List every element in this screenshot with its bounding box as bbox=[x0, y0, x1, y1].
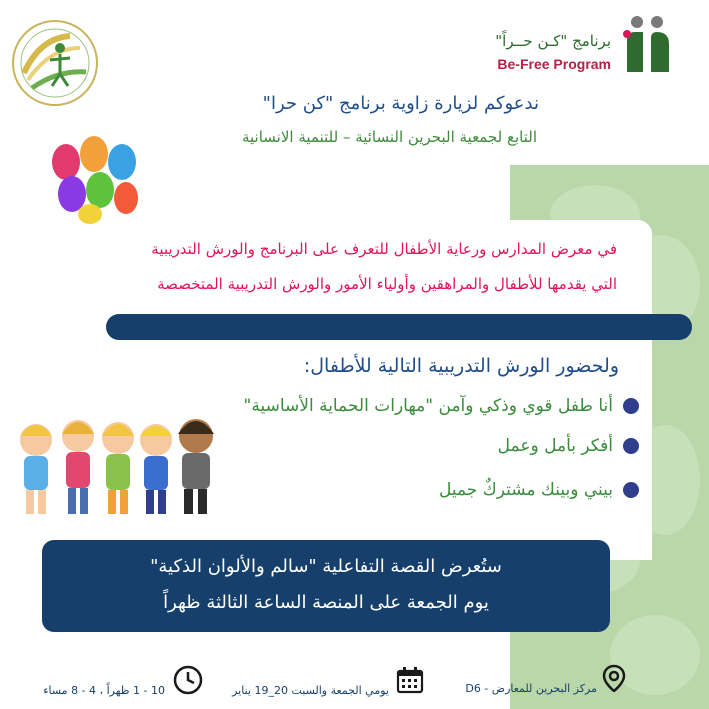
workshop-item-label: أنا طفل قوي وذكي وآمن "مهارات الحماية الأساسية" bbox=[243, 396, 613, 416]
workshops-heading: ولحضور الورش التدريبية التالية للأطفال: bbox=[303, 355, 619, 377]
program-name-arabic: برنامج "كـن حــراً" bbox=[495, 32, 611, 50]
bullet-dot-icon bbox=[623, 438, 639, 454]
program-name-english: Be-Free Program bbox=[497, 56, 611, 72]
clock-icon bbox=[172, 664, 204, 696]
event-description-line2: التي يقدمها للأطفال والمراهقين وأولياء الأمور والورش التدريبية المتخصصة bbox=[157, 275, 617, 293]
bullet-dot-icon bbox=[623, 482, 639, 498]
footer-dates: يومي الجمعة والسبت 20_19 يناير bbox=[232, 684, 389, 697]
footer-hours: 10 - 1 ظهراً ، 4 - 8 مساء bbox=[43, 684, 165, 697]
workshop-item bbox=[439, 480, 639, 500]
story-line1: ستُعرض القصة التفاعلية "سالم والألوان الذكية" bbox=[150, 556, 502, 577]
divider-bar bbox=[106, 314, 692, 340]
program-emblem-icon bbox=[617, 12, 689, 74]
bullet-dot-icon bbox=[623, 398, 639, 414]
story-line2: يوم الجمعة على المنصة الساعة الثالثة ظهراً bbox=[163, 592, 489, 613]
workshop-item bbox=[498, 436, 639, 456]
colorful-hands-icon bbox=[44, 132, 144, 224]
workshop-item-label: بيني وبينك مشتركٌ جميل bbox=[438, 480, 613, 500]
association-logo bbox=[10, 18, 100, 108]
story-announcement-box bbox=[42, 540, 610, 632]
children-illustration-icon bbox=[6, 400, 226, 520]
workshop-item bbox=[244, 396, 639, 416]
calendar-icon bbox=[396, 666, 424, 694]
invitation-subtitle: التابع لجمعية البحرين النسائية – للتنمية الانسانية bbox=[241, 128, 537, 146]
invitation-title: ندعوكم لزيارة زاوية برنامج "كن حرا" bbox=[262, 93, 539, 114]
location-pin-icon bbox=[600, 664, 628, 692]
program-logo bbox=[449, 22, 689, 82]
event-description-line1: في معرض المدارس ورعاية الأطفال للتعرف على البرنامج والورش التدريبية bbox=[151, 240, 617, 258]
footer-location: مركز البحرين للمعارض - D6 bbox=[465, 682, 597, 695]
workshop-item-label: أفكر بأمل وعمل bbox=[497, 436, 613, 456]
